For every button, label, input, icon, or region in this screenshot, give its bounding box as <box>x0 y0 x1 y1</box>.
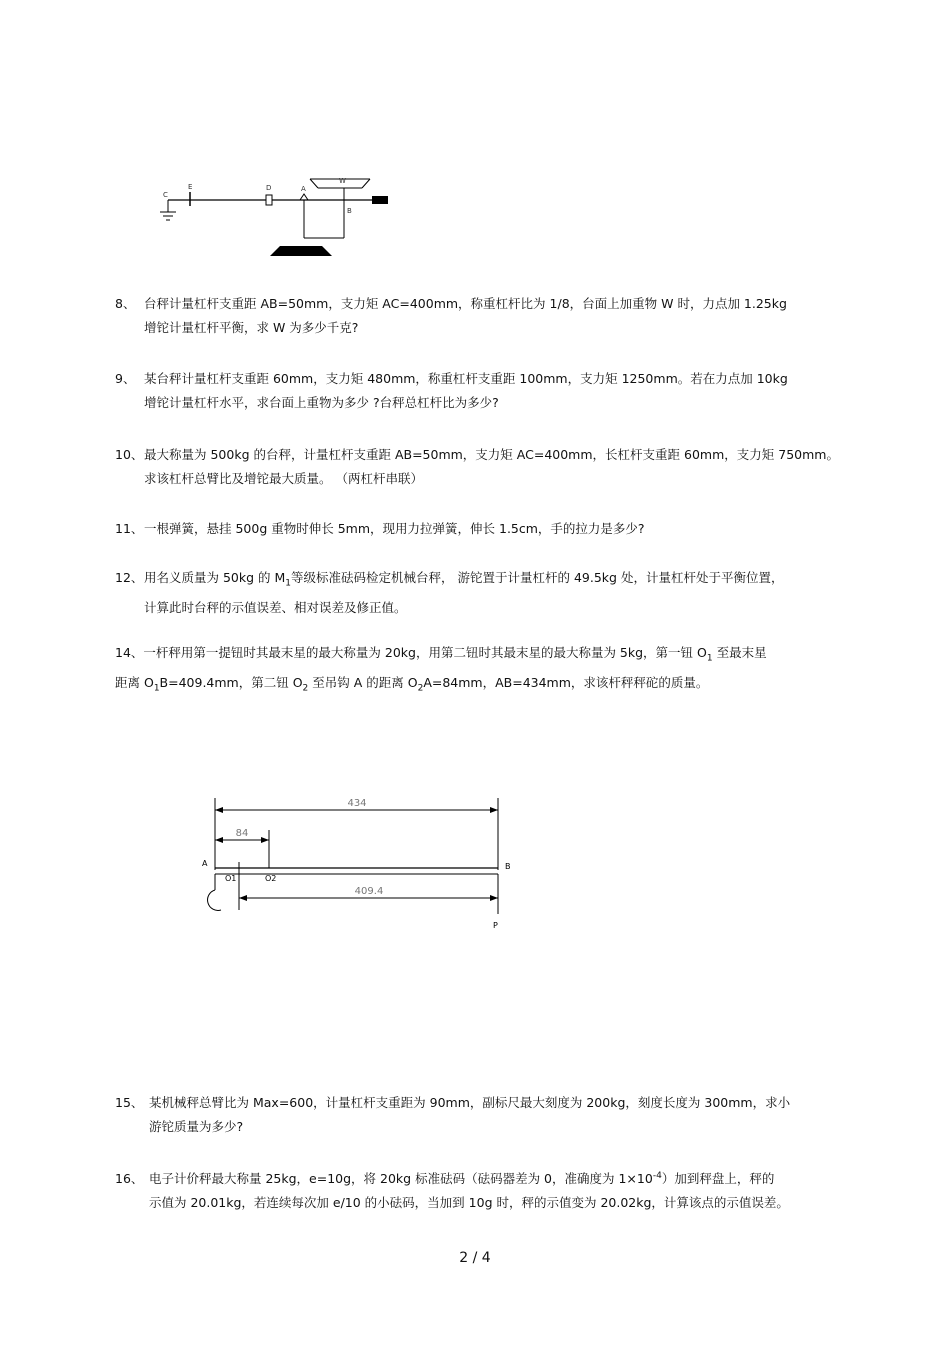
point-o1-label: O1 <box>225 874 237 883</box>
question-text: 增铊计量杠杆水平，求台面上重物为多少 ?台秤总杠杆比为多少? <box>144 395 499 410</box>
subscript: 2 <box>302 683 309 693</box>
question-number: 14、 <box>115 645 144 660</box>
question-number: 10、 <box>115 447 144 462</box>
fig1-label-e: E <box>188 183 193 191</box>
question-number: 12、 <box>115 570 144 585</box>
question-text: 游铊质量为多少? <box>149 1119 244 1134</box>
question-text: 增铊计量杠杆平衡，求 W 为多少千克? <box>144 320 359 335</box>
subscript: 1 <box>153 683 160 693</box>
dim-84-label: 84 <box>235 828 249 839</box>
question-text: 距离 O <box>115 674 154 690</box>
subscript: 1 <box>706 653 713 664</box>
question-number: 8、 <box>115 296 136 311</box>
point-b-label: B <box>505 862 511 871</box>
lever-diagram-1 <box>150 170 400 265</box>
question-text: 一杆秤用第一提钮时其最末星的最大称量为 20kg，用第二钮时其最末星的最大称量为 5kg，第一钮 O <box>143 645 707 660</box>
question-text: 一根弹簧，悬挂 500g 重物时伸长 5mm，现用力拉弹簧，伸长 1.5cm，手的拉力是多少? <box>144 521 645 536</box>
question-text: ）加到秤盘上，秤的 <box>661 1171 775 1187</box>
fig1-label-w: W <box>339 177 346 185</box>
question-text: 至最末星 <box>712 645 767 660</box>
question-number: 16、 <box>115 1171 144 1187</box>
question-number: 11、 <box>115 521 144 536</box>
question-number: 9、 <box>115 371 136 386</box>
question-number: 15、 <box>115 1095 144 1110</box>
point-p-label: P <box>493 921 498 930</box>
subscript: 1 <box>285 578 292 589</box>
point-o2-label: O2 <box>265 874 277 883</box>
dim-409-label: 409.4 <box>354 886 384 897</box>
question-text: 最大称量为 500kg 的台秤，计量杠杆支重距 AB=50mm，支力矩 AC=400mm，长杠杆支重距 60mm，支力矩 750mm。 <box>144 447 839 462</box>
question-text: 某机械秤总臂比为 Max=600，计量杠杆支重距为 90mm，副标尺最大刻度为 200kg，刻度长度为 300mm，求小 <box>149 1095 791 1110</box>
question-10 <box>115 443 839 491</box>
fig1-label-d: D <box>266 184 272 192</box>
fig1-label-b: B <box>347 207 352 215</box>
question-15 <box>115 1091 790 1139</box>
subscript: 2 <box>417 683 424 693</box>
question-text: 示值为 20.01kg，若连续每次加 e/10 的小砝码，当加到 10g 时，秤的示值变为 20.02kg，计算该点的示值误差。 <box>149 1195 789 1211</box>
question-text: 至吊钩 A 的距离 O <box>308 674 418 690</box>
question-16 <box>115 1164 789 1215</box>
question-text: A=84mm，AB=434mm，求该杆秤秤砣的质量。 <box>423 674 709 690</box>
question-text: 某台秤计量杠杆支重距 60mm，支力矩 480mm，称重杠杆支重距 100mm，支力矩 1250mm。若在力点加 10kg <box>144 371 788 386</box>
question-9 <box>115 367 788 415</box>
question-text: 用名义质量为 50kg 的 M <box>144 570 286 585</box>
fig1-label-c: C <box>163 191 168 199</box>
question-text: 求该杠杆总臂比及增铊最大质量。 （两杠杆串联） <box>144 471 423 486</box>
point-a-label: A <box>202 859 208 868</box>
question-text: B=409.4mm，第二钮 O <box>159 674 303 690</box>
question-14 <box>115 641 767 700</box>
question-8 <box>115 292 787 340</box>
page-indicator: 2 / 4 <box>459 1250 491 1266</box>
fig1-label-a: A <box>301 185 306 193</box>
question-text: 计算此时台秤的示值误差、相对误差及修正值。 <box>144 599 407 615</box>
question-11 <box>115 517 645 541</box>
question-text: 台秤计量杠杆支重距 AB=50mm，支力矩 AC=400mm，称重杠杆比为 1/8，台面上加重物 W 时，力点加 1.25kg <box>144 296 787 311</box>
question-text: 等级标准砝码检定机械台秤， 游铊置于计量杠杆的 49.5kg 处，计量杠杆处于平衡位置， <box>291 570 784 585</box>
question-12 <box>115 566 783 620</box>
dim-434-label: 434 <box>347 798 367 809</box>
steelyard-diagram <box>195 790 525 940</box>
superscript: -4 <box>652 1171 662 1181</box>
question-text: 电子计价秤最大称量 25kg，e=10g，将 20kg 标准砝码（砝码器差为 0，准确度为 1×10 <box>149 1171 653 1187</box>
